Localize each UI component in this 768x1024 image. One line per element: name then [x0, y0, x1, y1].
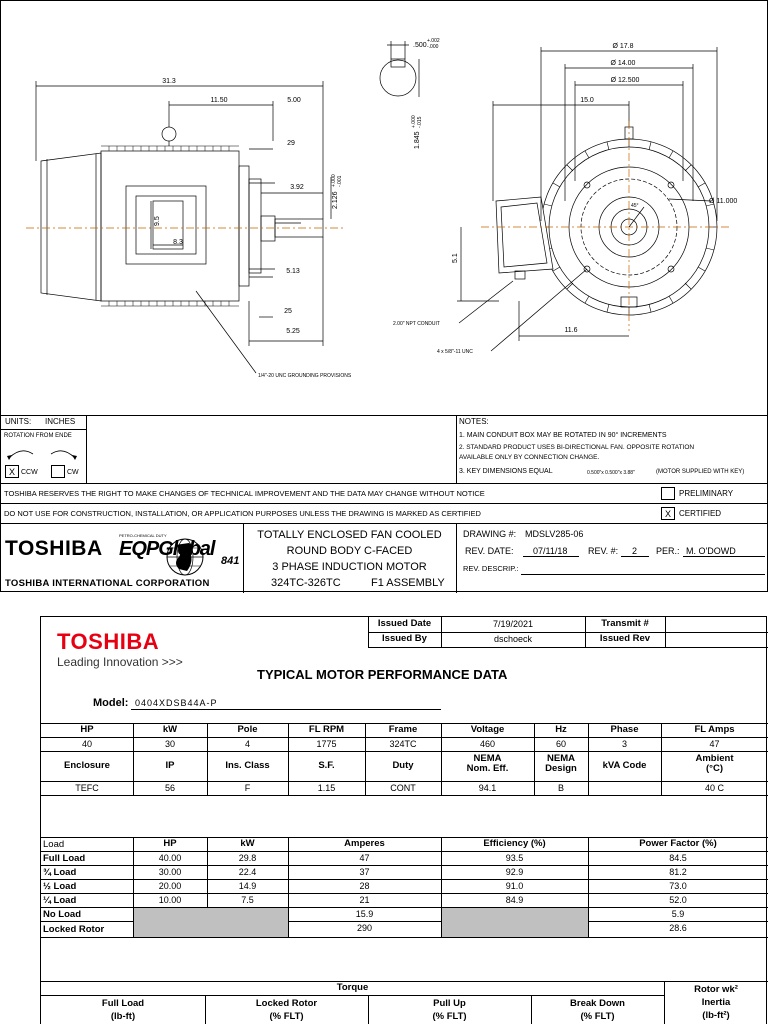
note-3: 3. KEY DIMENSIONS EQUAL: [459, 468, 553, 475]
spec-val-ip: 56: [164, 783, 175, 793]
ccw-label: CCW: [21, 469, 38, 476]
load-row-quarter-label: ¼ Load: [43, 895, 77, 906]
load-row-no-load-pf: 5.9: [671, 909, 685, 919]
page-title: TYPICAL MOTOR PERFORMANCE DATA: [257, 667, 508, 682]
title-block-top-rule: [1, 415, 768, 416]
spec-val-frame: 324TC: [389, 739, 417, 749]
per-name: M. O'DOWD: [686, 546, 736, 556]
model-label: Model:: [93, 697, 129, 709]
eqp-global-logo: EQPGlobal: [119, 538, 215, 560]
load-rule-hdr: [41, 851, 768, 852]
load-row-no-load-amps: 15.9: [355, 909, 374, 919]
note-2a: 2. STANDARD PRODUCT USES BI-DIRECTIONAL FAN. OPPOSITE ROTATION: [459, 444, 695, 451]
model-underline: [131, 709, 441, 710]
issued-by: dschoeck: [493, 634, 533, 644]
dim-5-25: 5.25: [286, 328, 300, 335]
dim-key-width: .500: [413, 42, 427, 49]
load-row-half-label: ½ Load: [43, 881, 77, 892]
load-row-no-load-label: No Load: [43, 909, 81, 920]
spec-rule-3: [41, 751, 768, 752]
dim-25: 25: [284, 308, 292, 315]
torque-rule-hdr: [41, 995, 664, 996]
certified-label: CERTIFIED: [679, 509, 722, 518]
note-3-key-supplied: (MOTOR SUPPLIED WITH KEY): [656, 469, 745, 475]
load-row-full-eff: 93.5: [505, 853, 524, 863]
spec-hdr-phase: Phase: [610, 724, 639, 735]
desc-frame: 324TC-326TC: [271, 577, 341, 589]
spec-hdr-pole: Pole: [237, 724, 258, 735]
conduit-callout: 2.00" NPT CONDUIT: [393, 321, 440, 327]
spec-hdr-ambient: Ambient (°C): [695, 753, 734, 774]
issued-rule-h1: [368, 632, 768, 633]
title-block-divider-desc: [456, 523, 457, 593]
units-label: UNITS:: [5, 417, 32, 426]
dim-dia-17-8: Ø 17.8: [612, 43, 634, 50]
dim-key-tol-bottom: -.000: [427, 44, 439, 50]
rev-date: 07/11/18: [533, 546, 568, 556]
per-label: PER.:: [656, 546, 680, 556]
issued-date-label: Issued Date: [377, 618, 432, 629]
load-row-full-label: Full Load: [43, 853, 86, 864]
dim-5-1: 5.1: [452, 253, 459, 263]
dim-dia-12-500: Ø 12.500: [610, 77, 640, 84]
spec-hdr-nema-design: NEMA Design: [545, 753, 577, 774]
rev-descrip-label: REV. DESCRIP.:: [463, 564, 519, 573]
load-rule-3: [41, 893, 768, 894]
spec-val-ins-class: F: [244, 783, 251, 793]
bolt-callout: 4 x 5/8"-11 UNC: [437, 349, 473, 355]
drawing-number-label: DRAWING #:: [463, 529, 517, 539]
load-row-quarter-pf: 52.0: [669, 895, 687, 905]
title-block-rule-2: [1, 503, 768, 504]
torque-hdr-pull-up: Pull Up (% FLT): [432, 998, 467, 1022]
dim-11-50: 11.50: [210, 97, 228, 104]
spec-hdr-hz: Hz: [555, 724, 567, 735]
units-rule: [1, 429, 86, 430]
spec-hdr-ip: IP: [165, 760, 175, 771]
load-row-quarter-hp: 10.00: [158, 895, 182, 905]
load-row-half-pf: 73.0: [669, 881, 687, 891]
dim-angle-45: 45°: [631, 203, 639, 209]
load-rule-2: [41, 879, 768, 880]
spec-hdr-hp: HP: [80, 724, 94, 735]
spec-val-hz: 60: [555, 739, 566, 749]
rotation-label: ROTATION FROM ENDE: [4, 433, 72, 439]
spec-hdr-enclosure: Enclosure: [64, 760, 110, 771]
desc-line-3: 3 PHASE INDUCTION MOTOR: [272, 561, 427, 573]
dim-5-00: 5.00: [287, 97, 301, 104]
desc-line-1: TOTALLY ENCLOSED FAN COOLED: [257, 529, 442, 541]
load-hdr-amperes: Amperes: [344, 838, 385, 849]
spec-val-ambient: 40 C: [704, 783, 724, 793]
spec-val-duty: CONT: [390, 783, 416, 793]
load-row-3q-pf: 81.2: [669, 867, 687, 877]
spec-hdr-voltage: Voltage: [470, 724, 505, 735]
load-row-3q-amps: 37: [359, 867, 370, 877]
spec-val-fl-amps: 47: [709, 739, 720, 749]
toshiba-logo: TOSHIBA: [5, 537, 103, 560]
rotation-arrows-icon: [5, 444, 85, 462]
dim-5-13: 5.13: [286, 268, 300, 275]
desc-assembly: F1 ASSEMBLY: [371, 577, 445, 589]
load-rule-1: [41, 865, 768, 866]
load-row-locked-pf: 28.6: [669, 923, 687, 933]
spec-hdr-frame: Frame: [388, 724, 418, 735]
torque-rule-top: [41, 981, 768, 982]
spec-hdr-fl-amps: FL Amps: [694, 724, 735, 735]
dim-shaft-tol-top: +.000: [331, 174, 337, 187]
load-row-locked-amps: 290: [356, 923, 373, 933]
dim-overall-length: 31.3: [162, 78, 176, 85]
title-block-divider-notes: [456, 415, 457, 483]
spec-hdr-nema-eff: NEMA Nom. Eff.: [466, 753, 509, 774]
load-row-quarter-kw: 7.5: [241, 895, 254, 905]
spec-hdr-sf: S.F.: [318, 760, 335, 771]
grounding-callout: 1/4"-20 UNC GROUNDING PROVISIONS: [258, 373, 352, 379]
dim-9-5: 9.5: [154, 216, 161, 226]
spec-val-nema-design: B: [557, 783, 564, 793]
spec-rule-2: [41, 737, 768, 738]
dim-dia-14-00: Ø 14.00: [610, 60, 636, 67]
load-row-half-eff: 91.0: [505, 881, 524, 891]
spec-bottom-rule: [41, 795, 768, 796]
spec-hdr-duty: Duty: [392, 760, 414, 771]
dim-key-height: 1.845: [414, 131, 421, 149]
load-row-half-kw: 14.9: [238, 881, 257, 891]
note-1: 1. MAIN CONDUIT BOX MAY BE ROTATED IN 90° INCREMENTS: [459, 432, 667, 439]
load-hdr-efficiency: Efficiency (%): [483, 838, 546, 849]
spec-hdr-kva-code: kVA Code: [602, 760, 647, 771]
spec-val-pole: 4: [244, 739, 250, 749]
title-block-rule-3: [1, 523, 768, 524]
preliminary-label: PRELIMINARY: [679, 489, 734, 498]
units-value: INCHES: [45, 417, 76, 426]
spec-val-nema-eff: 94.1: [478, 783, 497, 793]
title-block-rule-1: [1, 483, 768, 484]
desc-line-2: ROUND BODY C-FACED: [286, 545, 413, 557]
spec-val-hp: 40: [81, 739, 92, 749]
load-rule-bottom: [41, 937, 768, 938]
disclaimer-certified: DO NOT USE FOR CONSTRUCTION, INSTALLATION, OR APPLICATION PURPOSES UNLESS THE DRAWING IS MARKED AS CERTIFIED: [4, 509, 481, 518]
dim-3-92: 3.92: [290, 184, 304, 191]
performance-data-sheet: [40, 616, 767, 1024]
rev-number-label: REV. #:: [588, 546, 619, 556]
load-hdr-load: Load: [43, 839, 65, 850]
notes-title: NOTES:: [459, 417, 489, 426]
dim-shaft-tol-bottom: -.001: [337, 175, 343, 187]
issued-rev-label: Issued Rev: [599, 633, 651, 644]
spec-hdr-fl-rpm: FL RPM: [308, 724, 345, 735]
note-2b: AVAILABLE ONLY BY CONNECTION CHANGE.: [459, 454, 600, 461]
dim-11-6: 11.6: [564, 327, 578, 334]
drawing-number: MDSLV285-06: [525, 529, 584, 539]
leading-innovation-tagline: Leading Innovation >>>: [57, 655, 183, 669]
load-hdr-kw: kW: [240, 838, 255, 849]
torque-hdr-full-load: Full Load (lb-ft): [101, 998, 145, 1022]
spec-val-fl-rpm: 1775: [316, 739, 337, 749]
torque-hdr-inertia: Rotor wk² Inertia (lb-ft²): [694, 984, 738, 1021]
dim-key-height-tol-bottom: -.015: [417, 116, 423, 128]
eqp-tagline: PETRO-CHEMICAL DUTY: [119, 533, 167, 538]
model-number: 0404XDSB44A-P: [135, 698, 218, 708]
dim-15-0: 15.0: [580, 97, 594, 104]
issued-by-label: Issued By: [382, 633, 427, 644]
load-row-3q-kw: 22.4: [238, 867, 257, 877]
load-greyed-eff: [442, 908, 588, 937]
dim-shaft-diameter: 2.126: [332, 191, 339, 209]
toshiba-red-logo: TOSHIBA: [57, 629, 160, 654]
transmit-label: Transmit #: [601, 618, 649, 629]
issued-date: 7/19/2021: [492, 619, 534, 629]
spec-val-sf: 1.15: [317, 783, 336, 793]
spec-hdr-ins-class: Ins. Class: [225, 760, 270, 771]
spec-val-enclosure: TEFC: [75, 783, 99, 793]
load-row-3q-eff: 92.9: [505, 867, 524, 877]
load-row-3q-label: ¾ Load: [43, 867, 77, 878]
load-row-half-amps: 28: [359, 881, 370, 891]
eqp-841: 841: [221, 555, 240, 567]
torque-hdr-locked-rotor: Locked Rotor (% FLT): [255, 998, 318, 1022]
load-row-full-kw: 29.8: [238, 853, 257, 863]
dim-key-height-tol-top: +.000: [411, 115, 417, 128]
load-row-quarter-eff: 84.9: [505, 895, 524, 905]
ccw-checkbox[interactable]: X: [5, 465, 19, 478]
corp-name: TOSHIBA INTERNATIONAL CORPORATION: [5, 578, 210, 589]
load-row-full-pf: 84.5: [669, 853, 687, 863]
torque-hdr-break-down: Break Down (% FLT): [570, 998, 625, 1022]
load-row-half-hp: 20.00: [158, 881, 182, 891]
certified-checkbox[interactable]: X: [661, 507, 675, 520]
title-block-divider-units: [86, 415, 87, 483]
load-row-full-hp: 40.00: [158, 853, 182, 863]
spec-val-phase: 3: [621, 739, 627, 749]
rev-date-label: REV. DATE:: [465, 546, 514, 556]
load-row-full-amps: 47: [359, 853, 370, 863]
motor-outline-drawing: [1, 1, 768, 415]
torque-label: Torque: [336, 982, 369, 993]
rev-number: 2: [632, 546, 638, 556]
spec-val-voltage: 460: [479, 739, 496, 749]
disclaimer-changes: TOSHIBA RESERVES THE RIGHT TO MAKE CHANGES OF TECHNICAL IMPROVEMENT AND THE DATA MAY CHANGE WITHOUT NOTICE: [4, 489, 485, 498]
dim-key-tol-top: +.002: [427, 38, 440, 44]
preliminary-checkbox[interactable]: [661, 487, 675, 500]
load-greyed-hp-kw: [134, 908, 288, 937]
cw-checkbox[interactable]: [51, 465, 65, 478]
load-row-locked-label: Locked Rotor: [43, 924, 105, 935]
spec-val-kw: 30: [164, 739, 175, 749]
dim-8-3: 8.3: [173, 239, 183, 246]
load-row-3q-hp: 30.00: [158, 867, 182, 877]
dim-dia-11-000: Ø 11.000: [709, 198, 738, 205]
load-hdr-hp: HP: [163, 838, 177, 849]
issued-rule-h2: [368, 647, 768, 648]
spec-rule-4: [41, 781, 768, 782]
dim-29: 29: [287, 140, 295, 147]
load-row-quarter-amps: 21: [359, 895, 370, 905]
note-3-key-dims: 0.500"x 0.500"x 3.88": [587, 470, 635, 476]
cw-label: CW: [67, 469, 79, 476]
load-hdr-power-factor: Power Factor (%): [639, 838, 717, 849]
spec-hdr-kw: kW: [162, 724, 178, 735]
